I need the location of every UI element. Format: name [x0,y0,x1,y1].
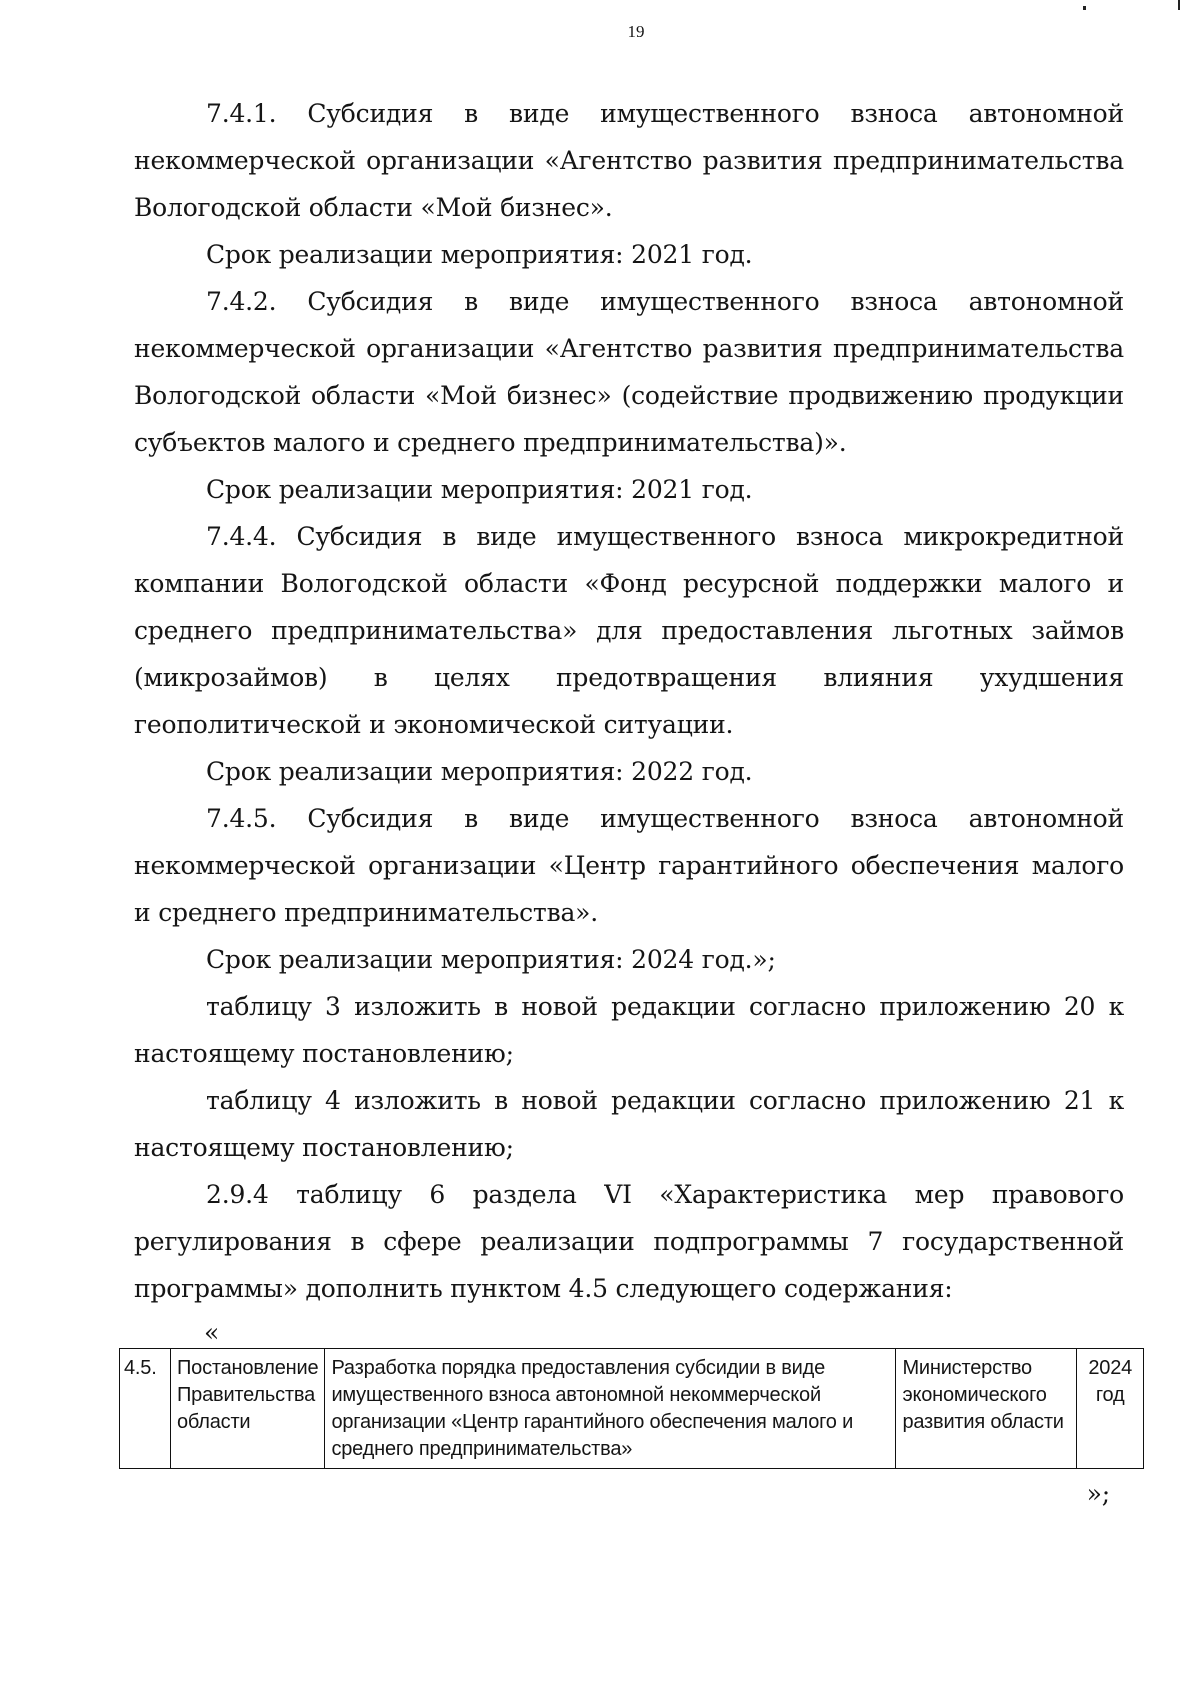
page-number: 19 [627,22,645,41]
opening-quote: « [204,1318,220,1347]
paragraph: таблицу 4 изложить в новой редакции согласно приложению 21 к настоящему постановлению; [134,1086,1124,1162]
document-body [124,90,1133,1509]
paragraph: Срок реализации мероприятия: 2024 год.»; [206,945,776,974]
paragraph: 7.4.1. Субсидия в виде имущественного взноса автономной некоммерческой организации «Агентство развития предпринимательства Вологодской области «Мой бизнес». [134,99,1124,222]
paragraph: Срок реализации мероприятия: 2022 год. [206,757,753,786]
scan-edge-mark [1083,6,1086,10]
document-type-cell: Постановление Правительства области [171,1349,325,1469]
executor-cell: Министерство экономического развития области [896,1349,1077,1469]
paragraph: Срок реализации мероприятия: 2021 год. [206,240,753,269]
deadline-cell: 2024 год [1077,1349,1144,1469]
scan-edge-mark [1178,0,1180,10]
description-cell: Разработка порядка предоставления субсидии в виде имущественного взноса автономной некоммерческой организации «Центр гарантийного обеспечения малого и среднего предпринимательства» [325,1349,896,1469]
paragraph: Срок реализации мероприятия: 2021 год. [206,475,753,504]
closing-quote: »; [1086,1479,1110,1508]
paragraph: 2.9.4 таблицу 6 раздела VI «Характеристика мер правового регулирования в сфере реализации подпрограммы 7 государственной программы» дополнить пунктом 4.5 следующего содержания: [134,1180,1124,1303]
table-row [120,1349,1144,1469]
legal-measures-table [119,1348,1144,1469]
paragraph: таблицу 3 изложить в новой редакции согласно приложению 20 к настоящему постановлению; [134,992,1124,1068]
paragraph: 7.4.4. Субсидия в виде имущественного взноса микрокредитной компании Вологодской области «Фонд ресурсной поддержки малого и среднего предпринимательства» для предоставления льготных займов (микрозаймов) в целях предотвращения влияния ухудшения геополитической и экономической ситуации. [134,522,1124,739]
paragraph: 7.4.2. Субсидия в виде имущественного взноса автономной некоммерческой организации «Агентство развития предпринимательства Вологодской области «Мой бизнес» (содействие продвижению продукции субъектов малого и среднего предпринимательства)». [134,287,1124,457]
row-number-cell: 4.5. [120,1349,171,1469]
paragraph: 7.4.5. Субсидия в виде имущественного взноса автономной некоммерческой организации «Центр гарантийного обеспечения малого и среднего предпринимательства». [134,804,1124,927]
